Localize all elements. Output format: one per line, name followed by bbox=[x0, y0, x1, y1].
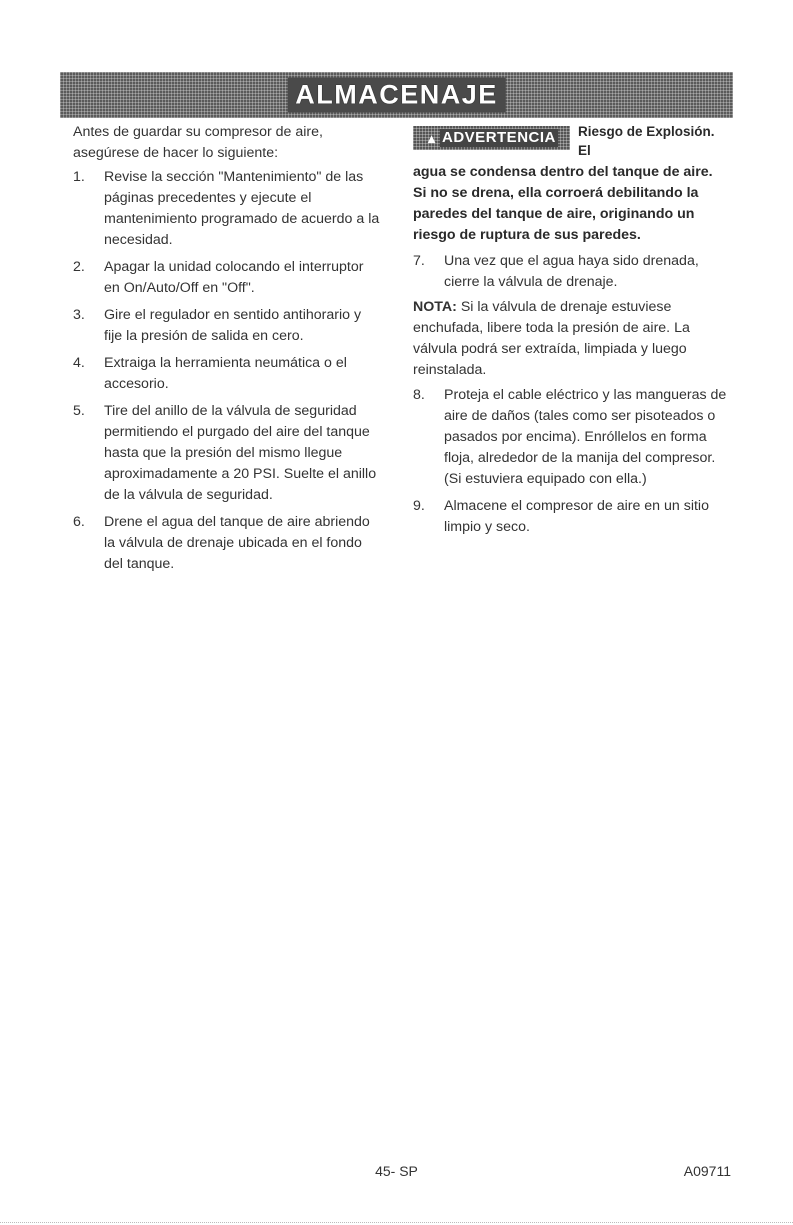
step-number: 3. bbox=[73, 307, 85, 323]
step-number: 6. bbox=[73, 514, 85, 530]
left-column bbox=[73, 122, 383, 575]
storage-steps-left bbox=[73, 167, 383, 575]
step-number: 4. bbox=[73, 355, 85, 371]
step-item bbox=[73, 512, 383, 575]
step-number: 5. bbox=[73, 403, 85, 419]
bottom-divider bbox=[0, 1222, 793, 1223]
step-number: 1. bbox=[73, 169, 85, 185]
warning-triangle-icon: ▲ bbox=[425, 130, 439, 146]
step-number: 7. bbox=[413, 253, 425, 269]
step-text: Proteja el cable eléctrico y las mangueras de aire de daños (tales como ser pisoteados o pasados por encima). Enróllelos en forma floja, alrededor de la manija del compresor. (Si estuviera equipado con ella.) bbox=[444, 387, 727, 487]
section-title: ALMACENAJE bbox=[287, 78, 506, 113]
warning-badge bbox=[413, 126, 570, 150]
step-text: Apagar la unidad colocando el interruptor en On/Auto/Off en "Off". bbox=[104, 259, 364, 296]
step-text: Una vez que el agua haya sido drenada, cierre la válvula de drenaje. bbox=[444, 253, 699, 290]
step-text: Extraiga la herramienta neumática o el accesorio. bbox=[104, 355, 347, 392]
step-item bbox=[73, 353, 383, 395]
step-number: 9. bbox=[413, 498, 425, 514]
note-paragraph bbox=[413, 297, 728, 381]
right-column bbox=[413, 122, 728, 538]
step-text: Tire del anillo de la válvula de seguridad permitiendo el purgado del aire del tanque hasta que la presión del mismo llegue aproximadamente a 20 PSI. Suelte el anillo de la válvula de seguridad. bbox=[104, 403, 377, 503]
warning-title: Riesgo de Explosión. El bbox=[578, 124, 715, 158]
step-text: Gire el regulador en sentido antihorario y fije la presión de salida en cero. bbox=[104, 307, 362, 344]
note-label: NOTA: bbox=[413, 299, 457, 315]
step-item bbox=[73, 257, 383, 299]
page-number: 45- SP bbox=[375, 1163, 418, 1179]
step-text: Drene el agua del tanque de aire abriendo la válvula de drenaje ubicada en el fondo del tanque. bbox=[104, 514, 370, 572]
document-code: A09711 bbox=[683, 1163, 731, 1179]
step-item bbox=[413, 496, 728, 538]
step-text: Almacene el compresor de aire en un sitio limpio y seco. bbox=[444, 498, 709, 535]
warning-body: agua se condensa dentro del tanque de aire. Si no se drena, ella corroerá debilitando la paredes del tanque de aire, originando un riesgo de ruptura de sus paredes. bbox=[413, 164, 713, 243]
step-item bbox=[73, 305, 383, 347]
step-item bbox=[73, 401, 383, 506]
intro-text: Antes de guardar su compresor de aire, asegúrese de hacer lo siguiente: bbox=[73, 124, 323, 161]
step-item bbox=[413, 251, 728, 293]
warning-label: ADVERTENCIA bbox=[442, 129, 556, 146]
step-number: 8. bbox=[413, 387, 425, 403]
step-item bbox=[73, 167, 383, 251]
storage-steps-right bbox=[413, 385, 728, 538]
storage-step-7 bbox=[413, 251, 728, 293]
step-item bbox=[413, 385, 728, 490]
section-banner bbox=[60, 72, 733, 118]
note-text: Si la válvula de drenaje estuviese enchufada, libere toda la presión de aire. La válvula podrá ser extraída, limpiada y luego reinstalada. bbox=[413, 299, 690, 378]
step-number: 2. bbox=[73, 259, 85, 275]
warning-block bbox=[413, 122, 728, 162]
step-text: Revise la sección "Mantenimiento" de las páginas precedentes y ejecute el mantenimiento programado de acuerdo a la necesidad. bbox=[104, 169, 380, 248]
